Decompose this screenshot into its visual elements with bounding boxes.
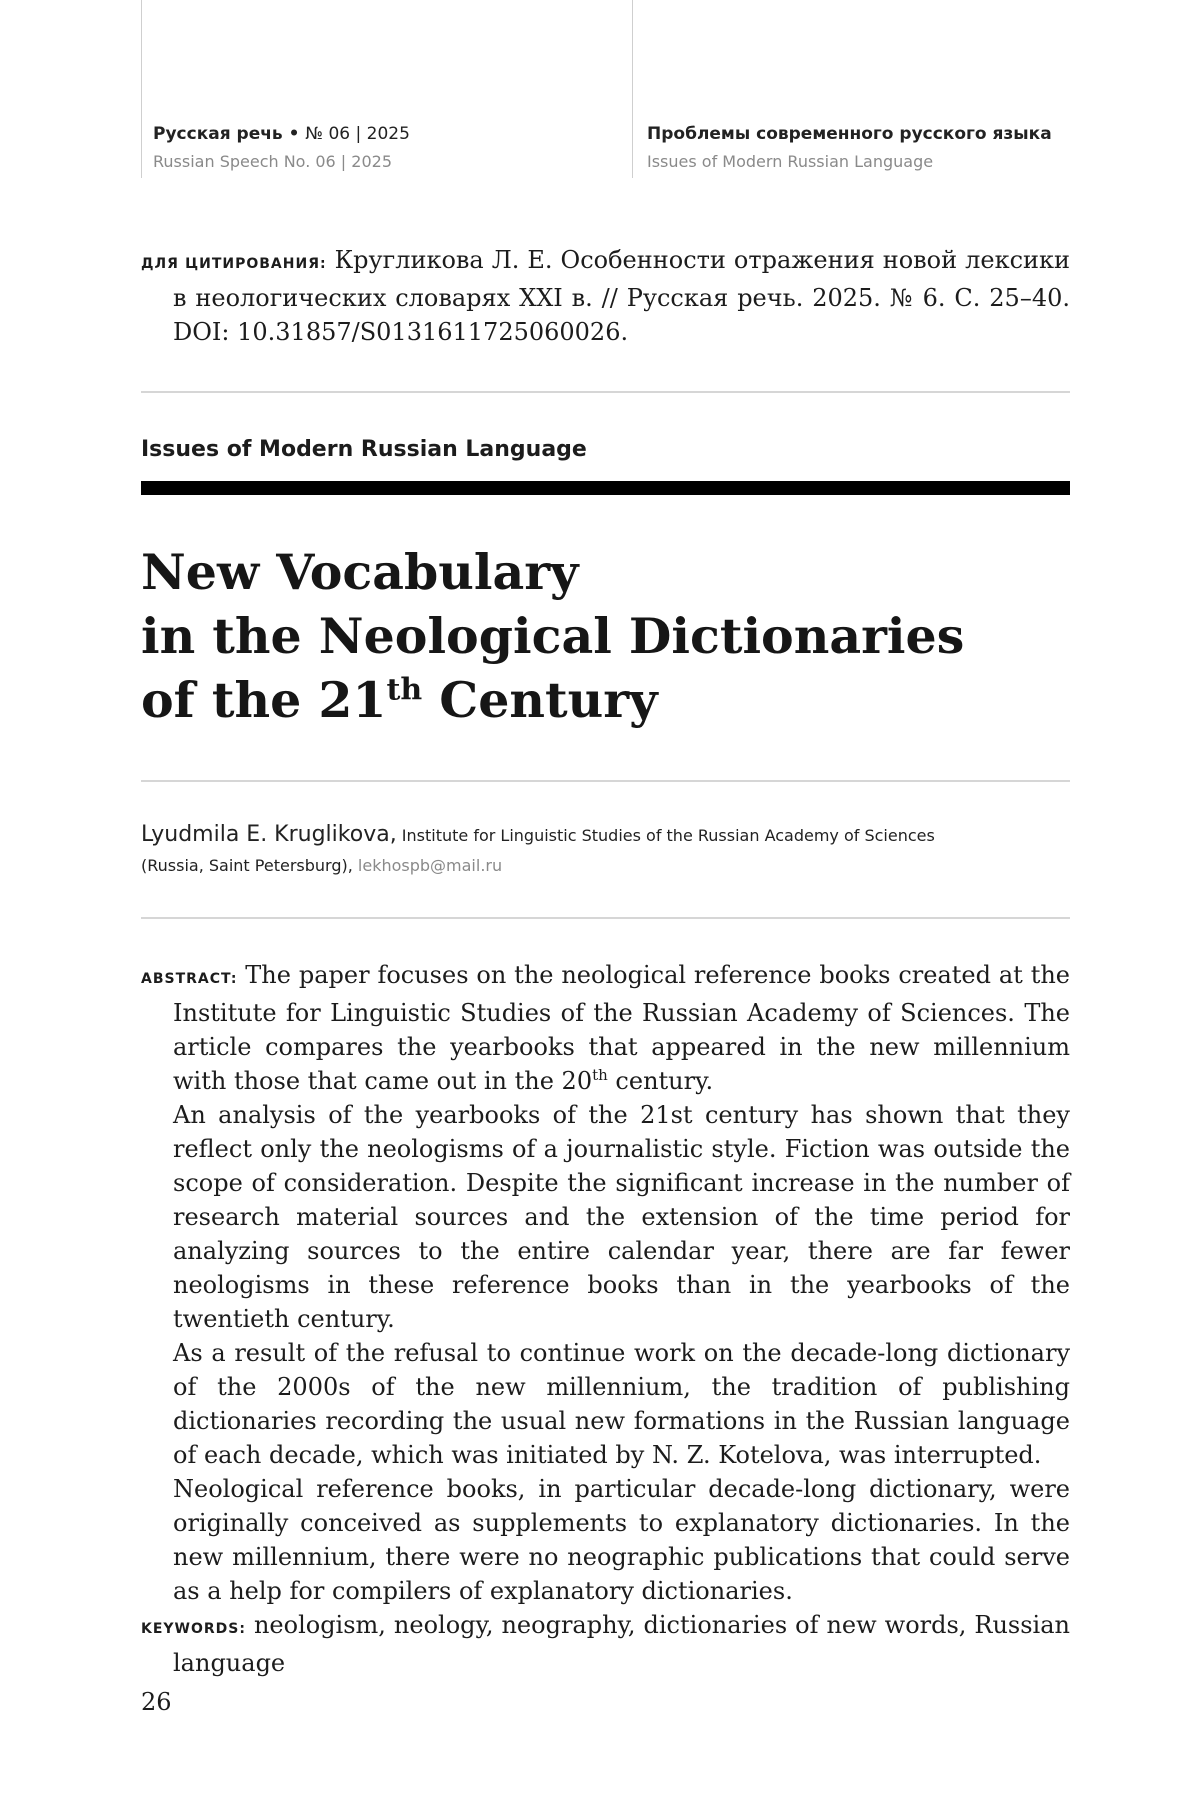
abstract-p1-superscript: th [592,1066,608,1084]
keywords-label: KEYWORDS: [141,1621,246,1637]
section-label: Issues of Modern Russian Language [141,437,587,462]
header-divider-middle [632,0,633,178]
rubric-ru: Проблемы современного русского языка [647,124,1052,144]
author-name: Lyudmila E. Kruglikova, [141,822,397,847]
author-line-1 [141,818,1070,853]
header-right-line2: Issues of Modern Russian Language [647,152,934,171]
abstract-p1-end: century. [607,1067,714,1095]
header-bullet: • [282,124,306,144]
abstract-paragraph-3: As a result of the refusal to continue work on the decade-long dictionary of the 2000s of the new millennium, the tradition of publishing dictionaries recording the usual new formations in the Russian language of each decade, which was initiated by N. Z. Kotelova, was interrupted. [173,1339,1070,1469]
abstract-label: ABSTRACT: [141,971,238,987]
abstract-paragraph-1 [141,958,1070,1098]
abstract-paragraph-2: An analysis of the yearbooks of the 21st century has shown that they reflect only the neologisms of a journalistic style. Fiction was outside the scope of consideration. Despite the significant increase in the number of research material sources and the extension of the time period for analyzing sources to the entire calendar year, there are far fewer neologisms in these reference books than in the yearbooks of the twentieth century. [173,1101,1070,1333]
rule-after-author [141,917,1070,919]
header-divider-left [141,0,142,178]
title-line-3-pre: of the 21 [141,671,387,729]
title-superscript: th [386,672,423,708]
title-line-2: in the Neological Dictionaries [141,607,965,665]
author-location: (Russia, Saint Petersburg), [141,856,353,875]
author-affiliation: Institute for Linguistic Studies of the Russian Academy of Sciences [396,826,935,845]
abstract-p1-text: The paper focuses on the neological reference books created at the Institute for Linguistic Studies of the Russian Academy of Sciences. The article compares the yearbooks that appeared in the new millennium with those that came out in the 20 [173,961,1070,1095]
abstract-paragraph-4: Neological reference books, in particular decade-long dictionary, were originally conceived as supplements to explanatory dictionaries. In the new millennium, there were no neographic publications that could serve as a help for compilers of explanatory dictionaries. [173,1475,1070,1605]
keywords-text: neologism, neology, neography, dictionaries of new words, Russian language [173,1611,1070,1677]
header-left [153,124,623,171]
citation-label: ДЛЯ ЦИТИРОВАНИЯ: [141,256,327,272]
keywords-paragraph [141,1608,1070,1680]
header-left-line2: Russian Speech No. 06 | 2025 [153,152,392,171]
article-title [141,540,1070,732]
rule-after-citation [141,391,1070,393]
author-line-2 [141,851,1070,881]
citation-block [141,243,1070,349]
abstract-block [141,958,1070,1680]
journal-name-ru: Русская речь [153,124,283,144]
header-left-line1 [153,124,623,144]
rule-after-title [141,780,1070,782]
header-right-line1 [647,124,1167,144]
title-line-1: New Vocabulary [141,543,579,601]
issue-number-ru: № 06 | 2025 [305,124,410,144]
page-number: 26 [141,1688,172,1716]
citation-paragraph [141,243,1070,349]
author-email[interactable]: lekhospb@mail.ru [357,856,503,875]
title-line-3-post: Century [422,671,658,729]
title-line-3 [141,668,1070,732]
citation-text: Кругликова Л. Е. Особенности отражения новой лексики в неологических словарях XXI в. // Русская речь. 2025. № 6. С. 25–40. DOI: 10.31857/S0131611725060026. [173,246,1070,346]
header-right [647,124,1167,171]
section-thick-rule [141,481,1070,495]
author-block [141,818,1070,881]
